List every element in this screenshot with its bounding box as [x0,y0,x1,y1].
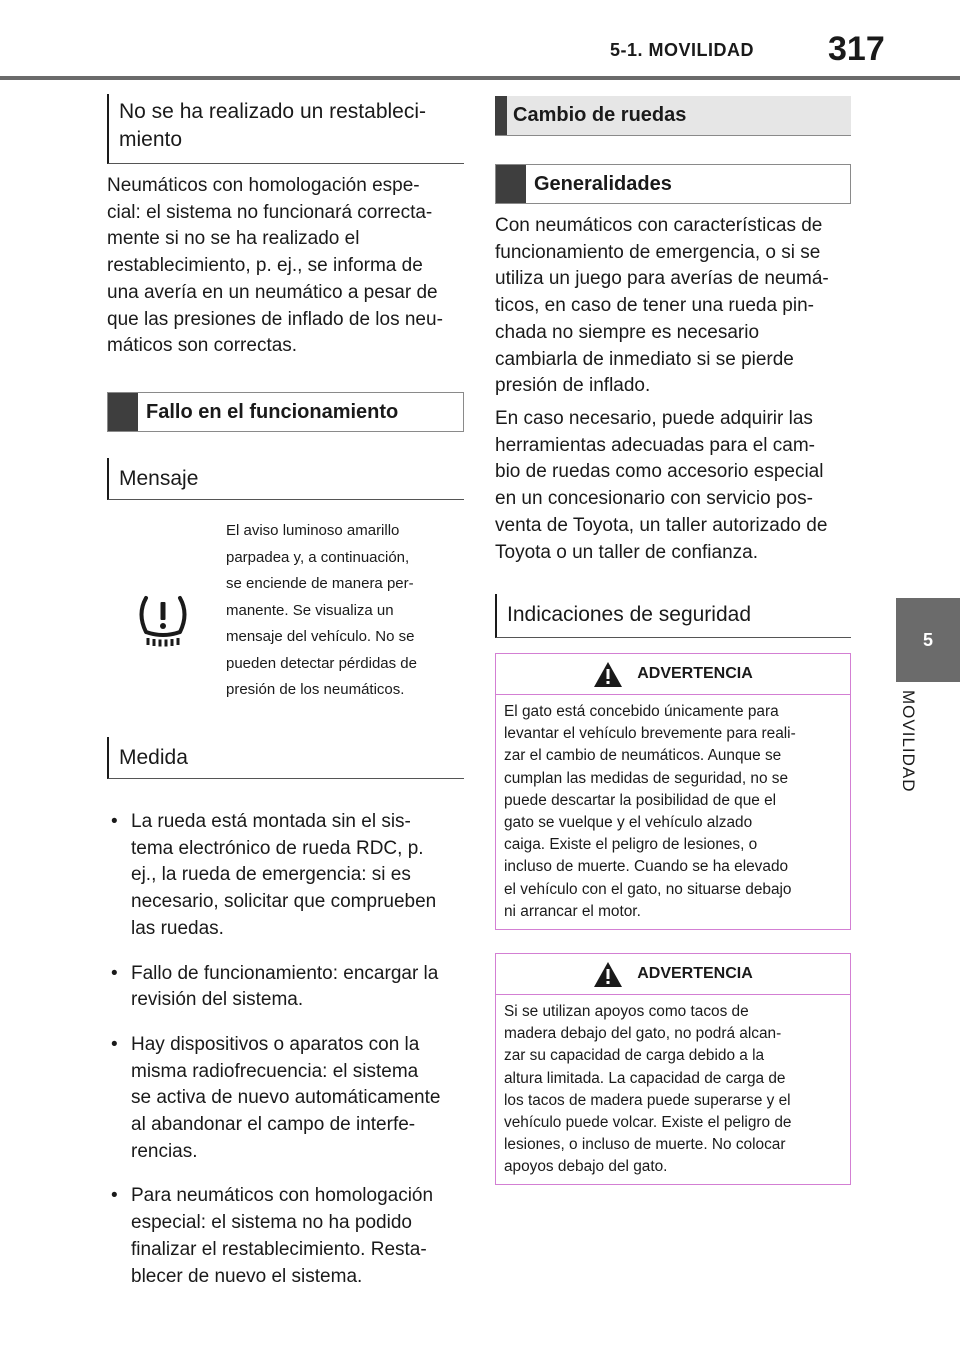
warning-box-2 [495,953,851,1185]
heading-bar [496,165,526,203]
measure-list [107,791,467,1308]
measure-heading: Medida [107,737,464,779]
warning-triangle-icon [593,661,623,688]
warning-header [496,954,850,995]
change-wheels-heading-text: Cambio de ruedas [513,104,687,126]
list-item: • La rueda está montada sin el sis- tema electrónico de rueda RDC, p. ej., la rueda de emergencia: si es necesario, solicitar que comprueben las ruedas. [107,809,467,943]
message-text: El aviso luminoso amarillo parpadea y, a continuación, se enciende de manera per- manente. Se visualiza un mensaje del vehículo. No se pueden detectar pérdidas de presión de los neumáticos. [226,522,417,698]
warning-label: ADVERTENCIA [637,965,753,982]
no-reset-text: Neumáticos con homologación espe- cial: el sistema no funcionará correcta- mente si no se ha realizado el restablecimiento, p. ej., se informa de una avería en un neumático a pesar de que las presiones de inflado de los neu- máticos son correctas. [107,175,443,357]
general-paragraph-1: Con neumáticos con características de funcionamiento de emergencia, o si se utiliza un juego para averías de neumá- ticos, en caso de tener una rueda pin- chada no siempre es necesario cambiarla de inmediato si se pierde presión de inflado. [495,215,829,397]
malfunction-heading [107,392,464,432]
chapter-side-title [888,690,948,810]
page-number: 317 [828,30,885,68]
malfunction-heading-text: Fallo en el funcionamiento [146,400,399,423]
warning-header [496,654,850,695]
no-reset-heading: No se ha realizado un restableci- miento [107,94,464,164]
warning-label: ADVERTENCIA [637,665,753,682]
tire-pressure-warning-icon [134,592,192,650]
warning-text: El gato está concebido únicamente para levantar el vehículo brevemente para reali- zar el cambio de neumáticos. Aunque se cumplan las medidas de seguridad, no se puede descartar la posibilidad de que el gato se vuelque y el vehículo alzado caiga. Existe el peligro de lesiones, o incluso de muerte. Cuando se ha elevado el vehículo con el gato, no situarse debajo ni arrancar el motor. [504,703,796,920]
heading-bar [495,96,507,135]
heading-bar [108,393,138,431]
safety-heading: Indicaciones de seguridad [495,594,851,638]
general-heading-text: Generalidades [534,172,672,195]
general-heading [495,164,851,204]
general-paragraph-2: En caso necesario, puede adquirir las herramientas adecuadas para el cam- bio de ruedas como accesorio especial en un concesionario con servicio pos- venta de Toyota, un taller autorizado de Toyota o un taller de confianza. [495,408,828,563]
header-rule [0,76,960,80]
list-item: • Hay dispositivos o aparatos con la misma radiofrecuencia: el sistema se activa de nuevo automáticamente al abandonar el campo de interfe- rencias. [107,1032,467,1166]
warning-text: Si se utilizan apoyos como tacos de madera debajo del gato, no podrá alcan- zar su capacidad de carga debido a la altura limitada. La capacidad de carga de los tacos de madera puede superarse y el vehículo puede volcar. Existe el peligro de lesiones, o incluso de muerte. No colocar apoyos debajo del gato. [504,1003,792,1176]
chapter-label: 5-1. MOVILIDAD [610,40,755,60]
chapter-tab: 5 [896,598,960,682]
warning-box-1 [495,653,851,930]
change-wheels-heading [495,96,851,136]
list-item: • Fallo de funcionamiento: encargar la revisión del sistema. [107,961,467,1014]
chapter-side-title-text: MOVILIDAD [899,690,918,793]
warning-triangle-icon [593,961,623,988]
list-item: • Para neumáticos con homologación especial: el sistema no ha podido finalizar el restablecimiento. Resta- blecer de nuevo el sistema. [107,1183,467,1290]
message-heading: Mensaje [107,458,464,500]
